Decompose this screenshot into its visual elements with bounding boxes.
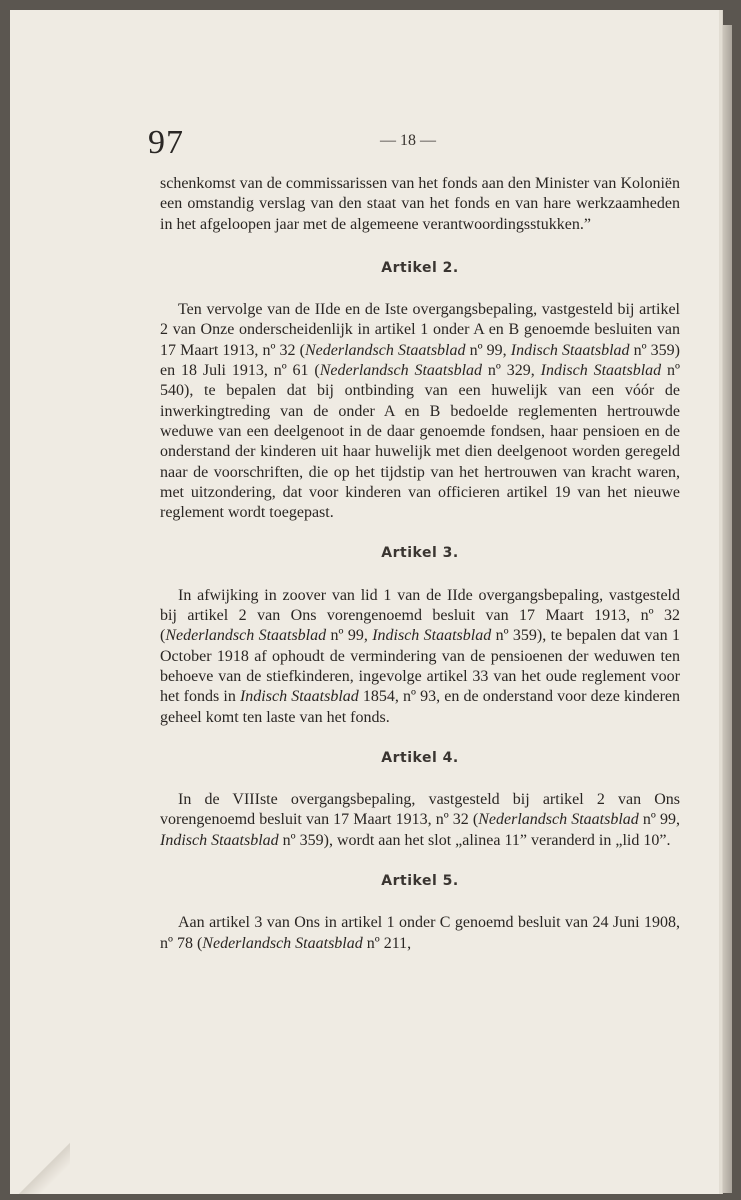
- italic-citation: Nederlandsch Staatsblad: [478, 811, 639, 829]
- text-segment: In afwijking in zoover van lid 1 van de IIde overgangsbepaling, vastgesteld bij artikel 2 van Ons vorengenoemd besluit van 17 Maart 1913, nº 32 (: [160, 586, 680, 645]
- text-segment: Ten vervolge van de IIde en de Iste overgangsbepaling, vastgesteld bij artikel 2 van Onze onderscheidenlijk in artikel 1 onder A en B genoemde besluiten van 17 Maart 1913, nº 32 (: [160, 301, 680, 359]
- document-body: [160, 174, 680, 954]
- text-segment: nº 359) en 18 Juli 1913, nº 61 (: [160, 341, 680, 380]
- page-edge: [722, 25, 732, 1193]
- article-4-paragraph: [160, 790, 680, 851]
- text-segment: nº 99,: [465, 341, 511, 359]
- text-segment: In de VIIIste overgangsbepaling, vastgesteld bij artikel 2 van Ons vorengenoemd besluit van 17 Maart 1913, nº 32 (: [160, 791, 680, 829]
- continuation-paragraph: schenkomst van de commissarissen van het fonds aan den Minister van Koloniën een omstandig verslag van den staat van het fonds en van hare werkzaamheden in het afgeloopen jaar met de algemeene verantwoordingsstukken.”: [160, 175, 680, 233]
- text-segment: nº 211,: [362, 934, 412, 952]
- text-segment: 1854, nº 93, en de onderstand voor deze kinderen geheel komt ten laste van het fonds.: [160, 688, 681, 726]
- text-segment: nº 99,: [326, 627, 373, 645]
- article-2-paragraph: [160, 300, 680, 523]
- text-segment: nº 540), te bepalen dat bij ontbinding van een huwelijk van een vóór de inwerkingtreding van de onder A en B bedoelde reglementen hertrouwde weduwe van een deelgenoot in de daar genoemde fondsen, haar pensioen en de onderstand der kinderen uit haar huwelijk met dien deelgenoot worden geregeld naar de voorschriften, die op het tijdstip van het hertrouwen van kracht waren, met uitzondering, dat voor kinderen van officieren artikel 19 van het nieuwe reglement wordt toegepast.: [160, 362, 681, 522]
- page-corner-crease: [10, 1139, 70, 1194]
- text-segment: nº 329,: [482, 362, 541, 380]
- italic-citation: Indisch Staatsblad: [510, 341, 630, 359]
- italic-citation: Nederlandsch Staatsblad: [319, 362, 483, 380]
- page-number: — 18 —: [380, 132, 436, 149]
- article-3-heading: Artikel 3.: [381, 545, 459, 562]
- italic-citation: Nederlandsch Staatsblad: [202, 934, 363, 952]
- article-4-heading: Artikel 4.: [381, 749, 459, 766]
- article-5-heading: Artikel 5.: [381, 873, 459, 890]
- italic-citation: Indisch Staatsblad: [372, 627, 492, 645]
- folio-number: 97: [148, 124, 184, 161]
- article-2-heading: Artikel 2.: [381, 259, 459, 276]
- text-segment: nº 99,: [638, 811, 681, 829]
- text-segment: nº 359), te bepalen dat van 1 October 1918 af ophoudt de vermindering van de pensioenen der weduwen ten behoeve van de stiefkinderen, ingevolge artikel 33 van het oude reglement voor het fonds in: [160, 627, 681, 706]
- article-5-paragraph: [160, 913, 680, 954]
- italic-citation: Indisch Staatsblad: [160, 831, 279, 849]
- italic-citation: Indisch Staatsblad: [239, 688, 359, 706]
- italic-citation: Indisch Staatsblad: [540, 362, 662, 380]
- article-3-paragraph: [160, 586, 680, 728]
- italic-citation: Nederlandsch Staatsblad: [165, 627, 327, 645]
- italic-citation: Nederlandsch Staatsblad: [304, 341, 466, 359]
- text-segment: nº 359), wordt aan het slot „alinea 11” veranderd in „lid 10”.: [278, 831, 671, 849]
- text-segment: Aan artikel 3 van Ons in artikel 1 onder C genoemd besluit van 24 Juni 1908, nº 78 (: [160, 914, 680, 952]
